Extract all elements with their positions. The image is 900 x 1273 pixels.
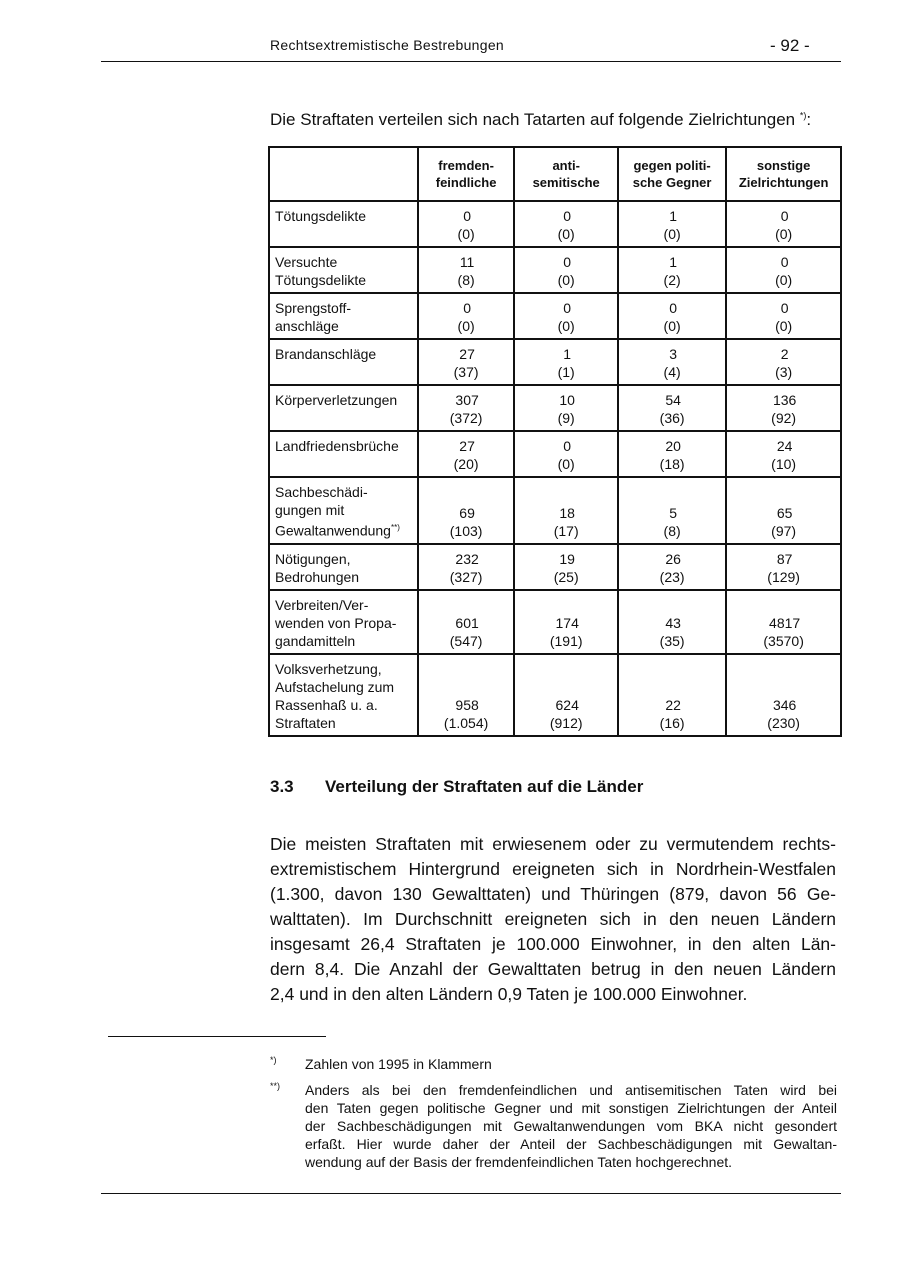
value-cell <box>418 477 515 544</box>
value-current: 307 <box>455 392 479 408</box>
value-previous-year: (20) <box>453 456 479 472</box>
value-cell <box>726 247 841 293</box>
value-previous-year: (0) <box>557 456 575 472</box>
value-cell <box>618 654 726 736</box>
value-current: 232 <box>455 550 479 567</box>
value-cell <box>514 385 618 431</box>
row-label-line: Landfriedensbrüche <box>275 438 399 454</box>
footnote-line: wendung auf der Basis der fremdenfeindlichen Taten hochgerechnet. <box>305 1154 733 1170</box>
row-label-line: wenden von Propa- <box>275 614 397 631</box>
value-previous-year: (8) <box>457 272 475 288</box>
row-label <box>269 247 418 293</box>
row-label <box>269 385 418 431</box>
table-intro-colon: : <box>806 110 812 129</box>
value-current: 19 <box>559 550 575 567</box>
value-previous-year: (16) <box>659 714 685 731</box>
section-title: Verteilung der Straftaten auf die Länder <box>325 777 644 796</box>
row-label <box>269 544 418 590</box>
table-row <box>269 431 841 477</box>
value-cell <box>418 385 515 431</box>
value-cell <box>726 339 841 385</box>
row-label-line: gungen mit <box>275 502 345 518</box>
offense-target-table <box>268 146 842 737</box>
value-current: 0 <box>563 438 572 454</box>
footnote-line: Anders als bei den fremdenfeindlichen und antisemitischen Taten wird bei <box>305 1082 837 1098</box>
table-header-row <box>269 147 841 201</box>
value-current: 1 <box>669 254 677 270</box>
value-cell <box>514 590 618 654</box>
value-previous-year: (0) <box>663 318 681 334</box>
value-current: 0 <box>669 300 677 316</box>
value-current: 0 <box>563 300 572 316</box>
value-previous-year: (18) <box>659 456 685 472</box>
value-current: 65 <box>776 504 793 521</box>
value-previous-year: (92) <box>771 410 797 426</box>
value-current: 54 <box>665 392 681 408</box>
row-label-line: Gewaltanwendung**) <box>275 522 400 539</box>
value-cell <box>618 201 726 247</box>
value-current: 87 <box>776 550 793 567</box>
value-previous-year: (0) <box>663 226 681 242</box>
value-current: 4817 <box>769 614 801 631</box>
value-current: 69 <box>459 504 475 521</box>
row-label <box>269 339 418 385</box>
value-current: 1 <box>563 346 572 362</box>
value-current: 0 <box>563 208 572 224</box>
table-row <box>269 339 841 385</box>
row-label-line: Bedrohungen <box>275 568 360 585</box>
column-header: fremden- feindliche <box>418 147 515 201</box>
row-label <box>269 590 418 654</box>
value-current: 0 <box>563 254 572 270</box>
value-previous-year: (372) <box>449 410 483 426</box>
value-cell <box>514 293 618 339</box>
value-previous-year: (2) <box>663 272 681 288</box>
value-previous-year: (547) <box>449 632 483 649</box>
table-row <box>269 654 841 736</box>
paragraph-line: Die meisten Straftaten mit erwiesenem oder zu vermutendem rechts- <box>270 834 836 854</box>
value-previous-year: (8) <box>663 522 681 539</box>
value-cell <box>514 654 618 736</box>
row-label-line: Versuchte <box>275 254 338 270</box>
value-previous-year: (0) <box>457 226 475 242</box>
value-current: 0 <box>463 208 471 224</box>
value-cell <box>418 247 515 293</box>
value-previous-year: (3570) <box>763 632 804 649</box>
value-previous-year: (36) <box>659 410 685 426</box>
value-cell <box>418 544 515 590</box>
value-cell <box>418 431 515 477</box>
value-previous-year: (103) <box>449 522 483 539</box>
value-current: 0 <box>780 254 789 270</box>
table-intro-text: Die Straftaten verteilen sich nach Tatarten auf folgende Zielrichtungen <box>270 110 796 129</box>
row-label-line: gandamitteln <box>275 632 356 649</box>
paragraph-line: dern 8,4. Die Anzahl der Gewalttaten betrug in den neuen Ländern <box>270 959 836 979</box>
value-previous-year: (35) <box>659 632 685 649</box>
value-cell <box>418 339 515 385</box>
value-current: 26 <box>665 550 681 567</box>
footnote-mark: **) <box>270 1081 281 1091</box>
column-header: gegen politi- sche Gegner <box>618 147 726 201</box>
paragraph-line: walttaten). Im Durchschnitt ereigneten sich in den neuen Ländern <box>270 909 836 929</box>
row-label-line: Volksverhetzung, <box>275 660 382 677</box>
value-previous-year: (97) <box>771 522 797 539</box>
value-cell <box>618 247 726 293</box>
value-current: 10 <box>559 392 575 408</box>
row-label-line: Brandanschläge <box>275 346 377 362</box>
value-cell <box>726 544 841 590</box>
value-previous-year: (3) <box>775 364 793 380</box>
value-current: 0 <box>463 300 471 316</box>
value-current: 43 <box>665 614 681 631</box>
paragraph-line: insgesamt 26,4 Straftaten je 100.000 Einwohner, in den alten Län- <box>270 934 836 954</box>
running-header-title: Rechtsextremistische Bestrebungen <box>270 37 505 53</box>
value-previous-year: (25) <box>553 568 579 585</box>
row-label-line: Sachbeschädi- <box>275 484 368 500</box>
table-intro-footnote-mark: *) <box>799 110 807 121</box>
value-current: 2 <box>780 346 789 362</box>
table-row <box>269 385 841 431</box>
value-previous-year: (37) <box>453 364 479 380</box>
table-row <box>269 293 841 339</box>
header-rule <box>101 61 841 62</box>
value-current: 3 <box>669 346 677 362</box>
column-header: anti- semitische <box>514 147 618 201</box>
value-cell <box>726 654 841 736</box>
value-cell <box>726 201 841 247</box>
row-label-line: Rassenhaß u. a. <box>275 696 378 713</box>
table-row <box>269 590 841 654</box>
value-current: 18 <box>559 504 575 521</box>
value-current: 346 <box>772 696 797 713</box>
value-current: 0 <box>780 300 789 316</box>
value-cell <box>618 544 726 590</box>
value-cell <box>618 590 726 654</box>
value-previous-year: (0) <box>557 226 575 242</box>
section-heading <box>270 777 643 797</box>
value-cell <box>514 431 618 477</box>
footnote-mark: **) <box>390 523 400 532</box>
value-previous-year: (327) <box>449 568 483 585</box>
row-label-line: Körperverletzungen <box>275 392 398 408</box>
value-previous-year: (230) <box>767 714 800 731</box>
footer-rule <box>101 1193 841 1194</box>
row-label-line: Aufstachelung zum <box>275 678 395 695</box>
value-cell <box>418 654 515 736</box>
paragraph-line: (1.300, davon 130 Gewalttaten) und Thüringen (879, davon 56 Ge- <box>270 884 836 904</box>
row-label-line: Tötungsdelikte <box>275 208 367 224</box>
row-label-line: anschläge <box>275 318 339 334</box>
table-row <box>269 544 841 590</box>
value-previous-year: (10) <box>771 456 797 472</box>
value-current: 958 <box>455 696 479 713</box>
value-cell <box>618 385 726 431</box>
footnote-line: Zahlen von 1995 in Klammern <box>305 1056 492 1072</box>
header-empty-cell <box>269 147 418 201</box>
row-label-line: Verbreiten/Ver- <box>275 596 369 613</box>
value-previous-year: (17) <box>553 522 579 539</box>
value-cell <box>618 477 726 544</box>
value-previous-year: (0) <box>457 318 475 334</box>
value-previous-year: (1.054) <box>443 714 489 731</box>
value-current: 601 <box>455 614 479 631</box>
value-cell <box>514 247 618 293</box>
value-cell <box>726 590 841 654</box>
footnote-mark: *) <box>270 1055 277 1065</box>
value-previous-year: (9) <box>557 410 575 426</box>
paragraph-line: extremistischem Hintergrund ereigneten sich in Nordrhein-Westfalen <box>270 859 836 879</box>
value-current: 0 <box>780 208 789 224</box>
footnote-rule <box>108 1036 326 1037</box>
value-cell <box>418 201 515 247</box>
value-previous-year: (191) <box>549 632 583 649</box>
table-row <box>269 201 841 247</box>
value-cell <box>514 477 618 544</box>
value-previous-year: (0) <box>775 226 793 242</box>
value-cell <box>726 293 841 339</box>
value-cell <box>514 339 618 385</box>
page-number: - 92 - <box>770 36 810 55</box>
value-current: 5 <box>669 504 677 521</box>
value-current: 24 <box>776 438 793 454</box>
value-current: 20 <box>665 438 681 454</box>
value-current: 27 <box>459 438 475 454</box>
value-cell <box>618 431 726 477</box>
footnote-line: der Sachbeschädigungen mit Gewaltanwendungen vom BKA nicht gesondert <box>305 1118 837 1134</box>
footnote-line: erfaßt. Hier wurde daher der Anteil der Sachbeschädigungen mit Gewaltan- <box>305 1136 837 1152</box>
value-current: 11 <box>459 254 475 270</box>
column-header: sonstige Zielrichtungen <box>726 147 841 201</box>
value-previous-year: (0) <box>775 272 793 288</box>
row-label-line: Sprengstoff- <box>275 300 352 316</box>
value-current: 27 <box>459 346 475 362</box>
row-label <box>269 201 418 247</box>
row-label-line: Straftaten <box>275 714 336 731</box>
footnote-line: den Taten gegen politische Gegner und mit sonstigen Zielrichtungen der Anteil <box>305 1100 837 1116</box>
value-cell <box>514 544 618 590</box>
body-paragraph <box>270 832 836 1007</box>
value-cell <box>618 293 726 339</box>
value-current: 174 <box>555 614 579 631</box>
value-previous-year: (23) <box>659 568 685 585</box>
value-cell <box>418 590 515 654</box>
row-label-line: Nötigungen, <box>275 550 351 567</box>
paragraph-line: 2,4 und in den alten Ländern 0,9 Taten je 100.000 Einwohner. <box>270 984 748 1004</box>
row-label <box>269 477 418 544</box>
value-cell <box>726 385 841 431</box>
value-cell <box>418 293 515 339</box>
value-cell <box>514 201 618 247</box>
row-label <box>269 654 418 736</box>
value-previous-year: (0) <box>557 318 575 334</box>
value-cell <box>618 339 726 385</box>
value-previous-year: (0) <box>775 318 793 334</box>
value-cell <box>726 477 841 544</box>
table-intro <box>270 110 811 130</box>
row-label <box>269 431 418 477</box>
value-current: 1 <box>669 208 677 224</box>
value-previous-year: (4) <box>663 364 681 380</box>
section-number: 3.3 <box>270 777 294 796</box>
value-current: 136 <box>772 392 797 408</box>
value-previous-year: (912) <box>549 714 583 731</box>
table-row <box>269 477 841 544</box>
value-previous-year: (0) <box>557 272 575 288</box>
value-previous-year: (129) <box>767 568 800 585</box>
value-current: 624 <box>555 696 579 713</box>
value-previous-year: (1) <box>557 364 575 380</box>
row-label-line: Tötungsdelikte <box>275 272 367 288</box>
value-cell <box>726 431 841 477</box>
value-current: 22 <box>665 696 681 713</box>
row-label <box>269 293 418 339</box>
table-row <box>269 247 841 293</box>
